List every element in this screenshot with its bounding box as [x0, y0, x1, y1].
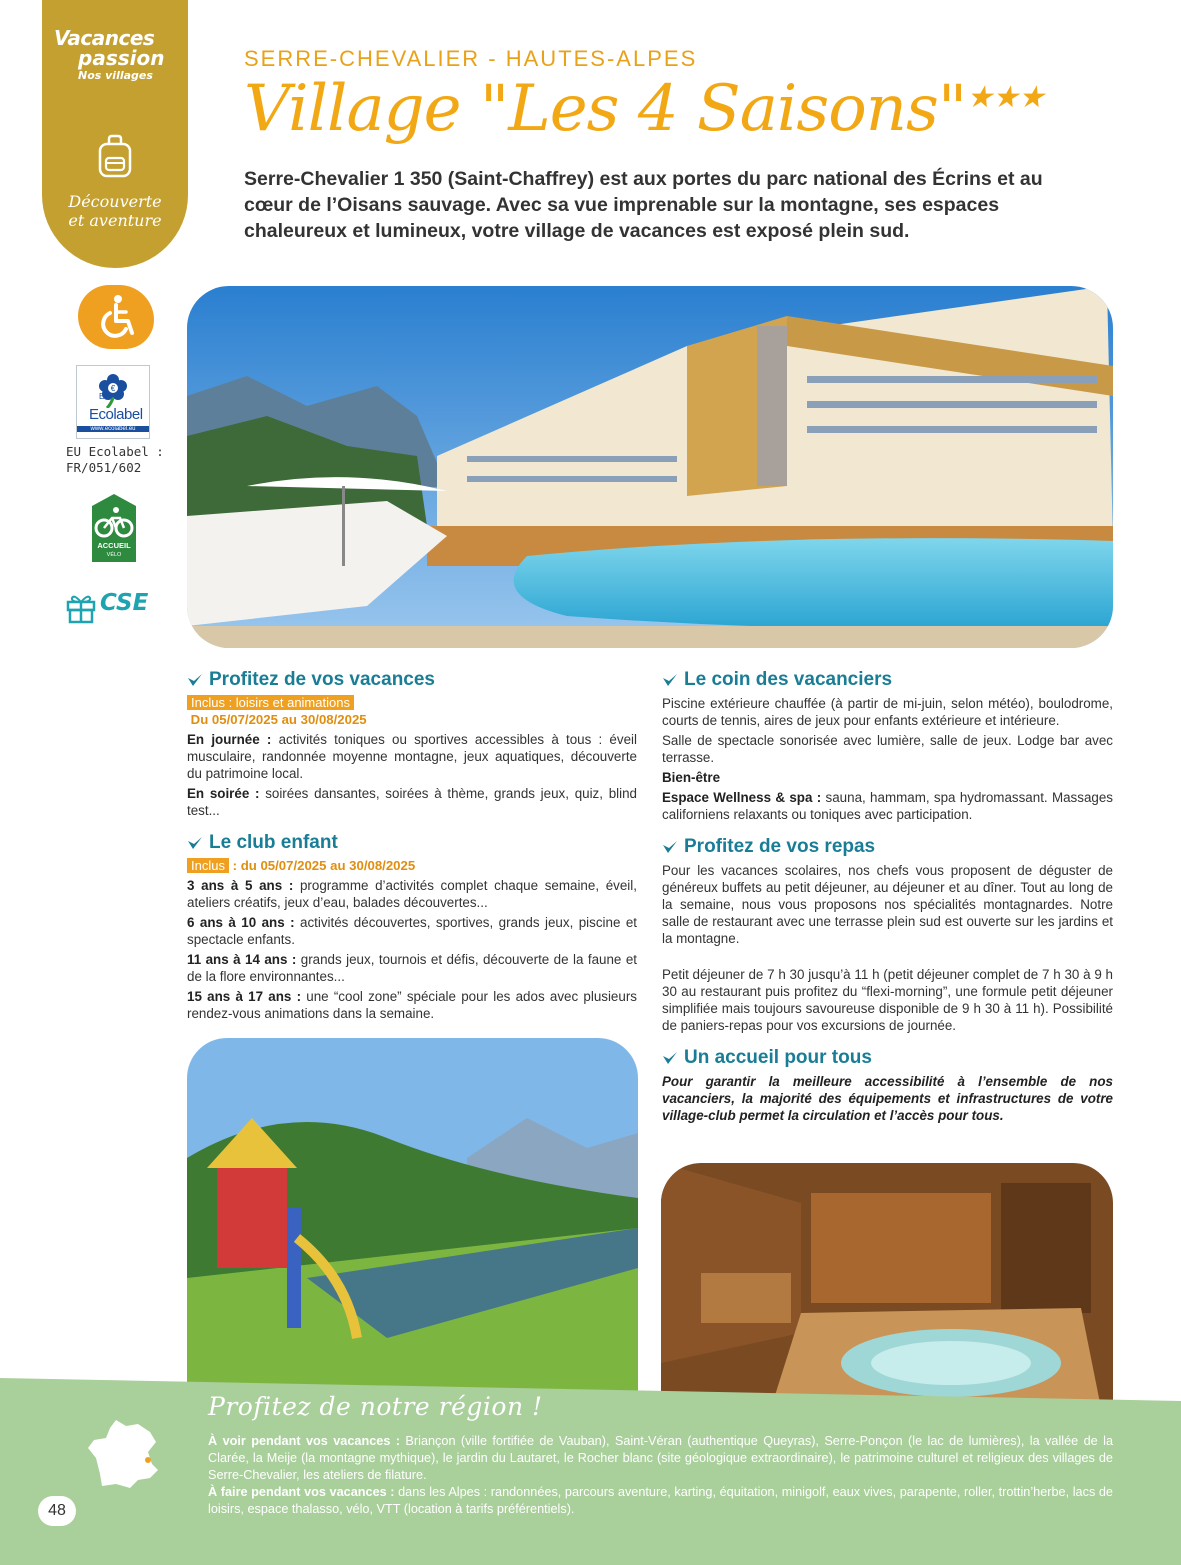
paragraph: À voir pendant vos vacances : Briançon (ville fortifiée de Vauban), Saint-Véran (authentique Queyras), Serre-Ponçon (le lac de lumières), la vallée de la Clarée, la Meije (la montagne mythique), le jardin du Lautaret, le Rocher blanc (site géologique extraordinaire), le patrimoine culturel et religieux des villages de Serre-Chevalier, les ateliers de filature. [208, 1434, 1114, 1482]
checkmark-icon [187, 835, 203, 851]
paragraph: En soirée : soirées dansantes, soirées à thème, grands jeux, quiz, blind test... [187, 786, 637, 818]
paragraph: Piscine extérieure chauffée (à partir de mi-juin, selon météo), boulodrome, courts de tennis, aires de jeux pour enfants extérieure et intérieure. [662, 696, 1113, 728]
paragraph: 3 ans à 5 ans : programme d’activités complet chaque semaine, éveil, ateliers créatifs, jeux d’eau, balades découvertes... [187, 878, 637, 910]
paragraph: 6 ans à 10 ans : activités découvertes, sportives, grands jeux, piscine et spectacle enfants. [187, 915, 638, 947]
region-subtitle: SERRE-CHEVALIER - HAUTES-ALPES [244, 46, 698, 71]
region-band-text [208, 1433, 1113, 1518]
paragraph: En journée : activités toniques ou sportives accessibles à tous : éveil musculaire, randonnée moyenne montagne, jeux aquatiques, découverte du patrimoine local. [187, 732, 637, 781]
accueil-velo-logo [90, 492, 138, 564]
svg-text:ACCUEIL: ACCUEIL [97, 541, 131, 550]
page-number: 48 [38, 1496, 76, 1526]
rating-stars: ★★★ [966, 80, 1044, 115]
checkmark-icon [187, 672, 203, 688]
ecolabel-flower-icon [77, 368, 149, 408]
page-title: Village "Les 4 Saisons"★★★ [244, 72, 1044, 146]
checkmark-icon [662, 672, 678, 688]
gift-icon [66, 592, 96, 624]
theme-label: Découverte et aventure [68, 192, 162, 230]
left-column [187, 668, 637, 1022]
cse-label: CSE [100, 590, 149, 616]
ecolabel-logo: € EU Ecolabel www.ecolabel.eu [76, 365, 150, 439]
section-heading-vacances: Profitez de vos vacances [187, 668, 637, 692]
paragraph: Pour garantir la meilleure accessibilité à l’ensemble de nos vacanciers, la majorité des équipements et infrastructures de votre village-club permet la circulation et l’accès pour tous. [662, 1074, 1113, 1123]
checkmark-icon [662, 839, 678, 855]
brand-logo: Vacances passion Nos villages [54, 26, 165, 82]
paragraph: Salle de spectacle sonorisée avec lumière, salle de jeux. Lodge bar avec terrasse. [662, 733, 1113, 765]
intro-text: Serre-Chevalier 1 350 (Saint-Chaffrey) est aux portes du parc national des Écrins et au cœur de l’Oisans sauvage. Avec sa vue imprenable sur la montagne, ses espaces chaleureux et lumineux, votre village de vacances est exposé plein sud. [244, 168, 1043, 242]
ecolabel-number: EU Ecolabel : FR/051/602 [66, 444, 164, 475]
paragraph: Petit déjeuner de 7 h 30 jusqu’à 11 h (petit déjeuner complet de 7 h 30 à 9 h 30 au restaurant puis profitez du “flexi-morning”, une formule petit déjeuner simplifiée mais toujours savoureuse disponible de 9 h 30 à 11 h). Possibilité de paniers-repas pour vos excursions de journée. [662, 967, 1113, 1033]
region-band-title: Profitez de notre région ! [208, 1392, 543, 1421]
right-column [662, 668, 1113, 1124]
playground-photo [187, 1038, 638, 1398]
paragraph: Espace Wellness & spa : sauna, hammam, spa hydromassant. Massages californiens relaxants ou toniques avec participation. [662, 790, 1113, 822]
accessibility-badge [78, 285, 154, 349]
spa-photo [661, 1163, 1113, 1408]
subheading-wellbeing: Bien-être [662, 770, 721, 785]
section-heading-accueil: Un accueil pour tous [662, 1046, 1113, 1070]
section-heading-coin: Le coin des vacanciers [662, 668, 1113, 692]
backpack-icon [96, 134, 134, 178]
wheelchair-icon [78, 285, 154, 349]
included-badge: Inclus [187, 858, 229, 873]
paragraph: À faire pendant vos vacances : dans les Alpes : randonnées, parcours aventure, karting, équitation, minigolf, eaux vives, parapente, roller, trottin’herbe, lacs de loisirs, espace thalasso, vélo, VTT (location à tarifs préférentiels). [208, 1485, 1113, 1516]
paragraph: 11 ans à 14 ans : grands jeux, tournois et défis, découverte de la faune et de la flore environnantes... [187, 952, 637, 984]
section-heading-repas: Profitez de vos repas [662, 835, 1113, 859]
svg-text:VÉLO: VÉLO [106, 552, 122, 558]
included-badge: Inclus : loisirs et animations [187, 695, 354, 710]
section-heading-club: Le club enfant [187, 831, 637, 855]
dates: : du 05/07/2025 au 30/08/2025 [228, 858, 416, 873]
checkmark-icon [662, 1050, 678, 1066]
svg-text:€: € [110, 384, 116, 393]
cse-badge [66, 590, 156, 626]
paragraph: 15 ans à 17 ans : une “cool zone” spéciale pour les ados avec plusieurs rendez-vous animations dans la semaine. [187, 989, 637, 1021]
hotel-pool-photo [187, 286, 1113, 648]
france-map-icon [86, 1418, 162, 1490]
paragraph: Pour les vacances scolaires, nos chefs vous proposent de déguster de généreux buffets au petit déjeuner, au déjeuner et au dîner. Tout au long de la semaine, nous vous proposons nos spécialités montagnardes. Notre salle de restaurant avec une terrasse plein sud est ouverte sur les jardins et la montagne. [662, 863, 1113, 946]
dates: Du 05/07/2025 au 30/08/2025 [190, 712, 367, 727]
